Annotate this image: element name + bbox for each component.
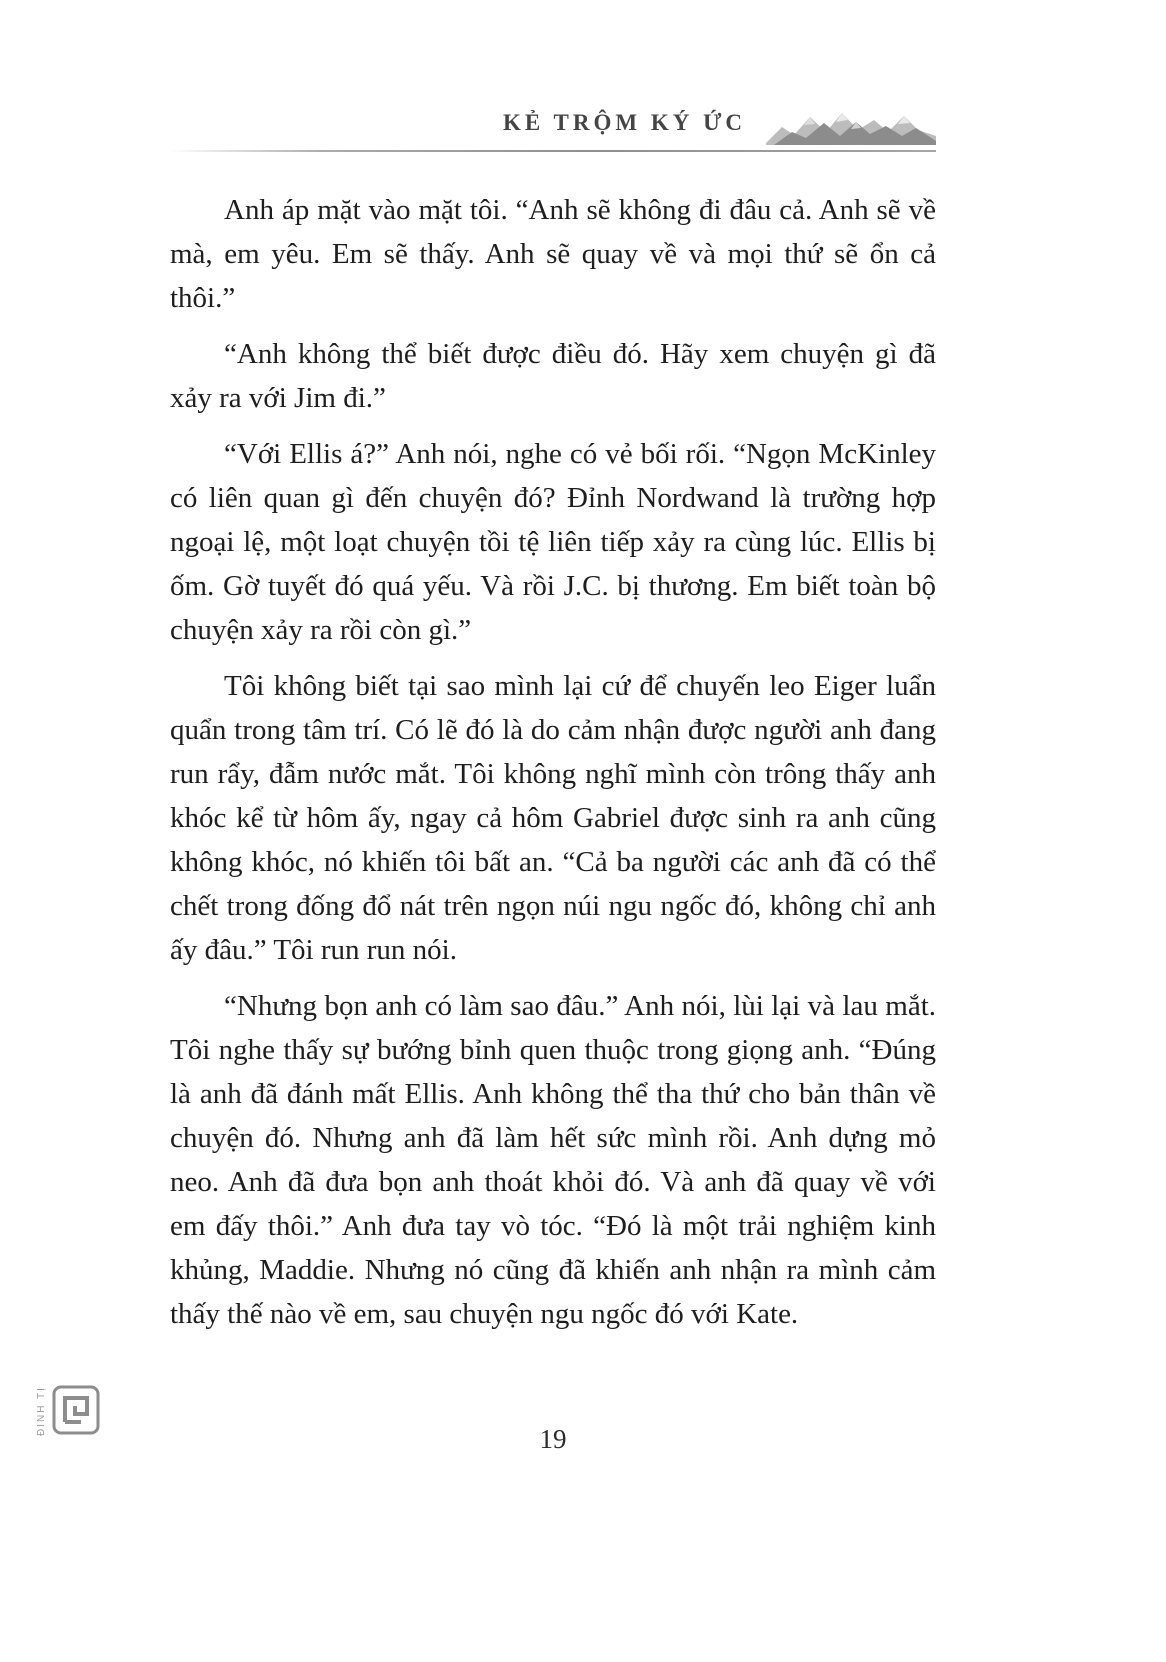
paragraph: Tôi không biết tại sao mình lại cứ để chuyến leo Eiger luẩn quẩn trong tâm trí. Có lẽ đó là do cảm nhận được người anh đang run rẩy, đẫm nước mắt. Tôi không nghĩ mình còn trông thấy anh khóc kể từ hôm ấy, ngay cả hôm Gabriel được sinh ra anh cũng không khóc, nó khiến tôi bất an. “Cả ba người các anh đã có thể chết trong đống đổ nát trên ngọn núi ngu ngốc đó, không chỉ anh ấy đâu.” Tôi run run nói. [170, 670, 936, 966]
publisher-seal-icon [51, 1384, 101, 1436]
paragraph: “Anh không thể biết được điều đó. Hãy xem chuyện gì đã xảy ra với Jim đi.” [170, 338, 936, 414]
paragraph: Anh áp mặt vào mặt tôi. “Anh sẽ không đi đâu cả. Anh sẽ về mà, em yêu. Em sẽ thấy. Anh sẽ quay về và mọi thứ sẽ ổn cả thôi.” [170, 194, 936, 314]
text-column [170, 104, 936, 1336]
running-head-title: KẺ TRỘM KÝ ỨC [502, 110, 746, 135]
publisher-name: ĐINH TỊ [36, 1386, 47, 1436]
header-divider [170, 150, 936, 152]
page-header [170, 104, 936, 146]
publisher-logo [36, 1384, 101, 1436]
paragraph: “Với Ellis á?” Anh nói, nghe có vẻ bối rối. “Ngọn McKinley có liên quan gì đến chuyện đó? Đỉnh Nordwand là trường hợp ngoại lệ, một loạt chuyện tồi tệ liên tiếp xảy ra cùng lúc. Ellis bị ốm. Gờ tuyết đó quá yếu. Và rồi J.C. bị thương. Em biết toàn bộ chuyện xảy ra rồi còn gì.” [170, 438, 936, 646]
page-number: 19 [539, 1424, 567, 1454]
mountain-range-icon [766, 105, 936, 145]
body-text [170, 188, 936, 1336]
paragraph: “Nhưng bọn anh có làm sao đâu.” Anh nói, lùi lại và lau mắt. Tôi nghe thấy sự bướng bỉnh quen thuộc trong giọng anh. “Đúng là anh đã đánh mất Ellis. Anh không thể tha thứ cho bản thân về chuyện đó. Nhưng anh đã làm hết sức mình rồi. Anh dựng mỏ neo. Anh đã đưa bọn anh thoát khỏi đó. Và anh đã quay về với em đấy thôi.” Anh đưa tay vò tóc. “Đó là một trải nghiệm kinh khủng, Maddie. Nhưng nó cũng đã khiến anh nhận ra mình cảm thấy thế nào về em, sau chuyện ngu ngốc đó với Kate. [170, 990, 936, 1330]
